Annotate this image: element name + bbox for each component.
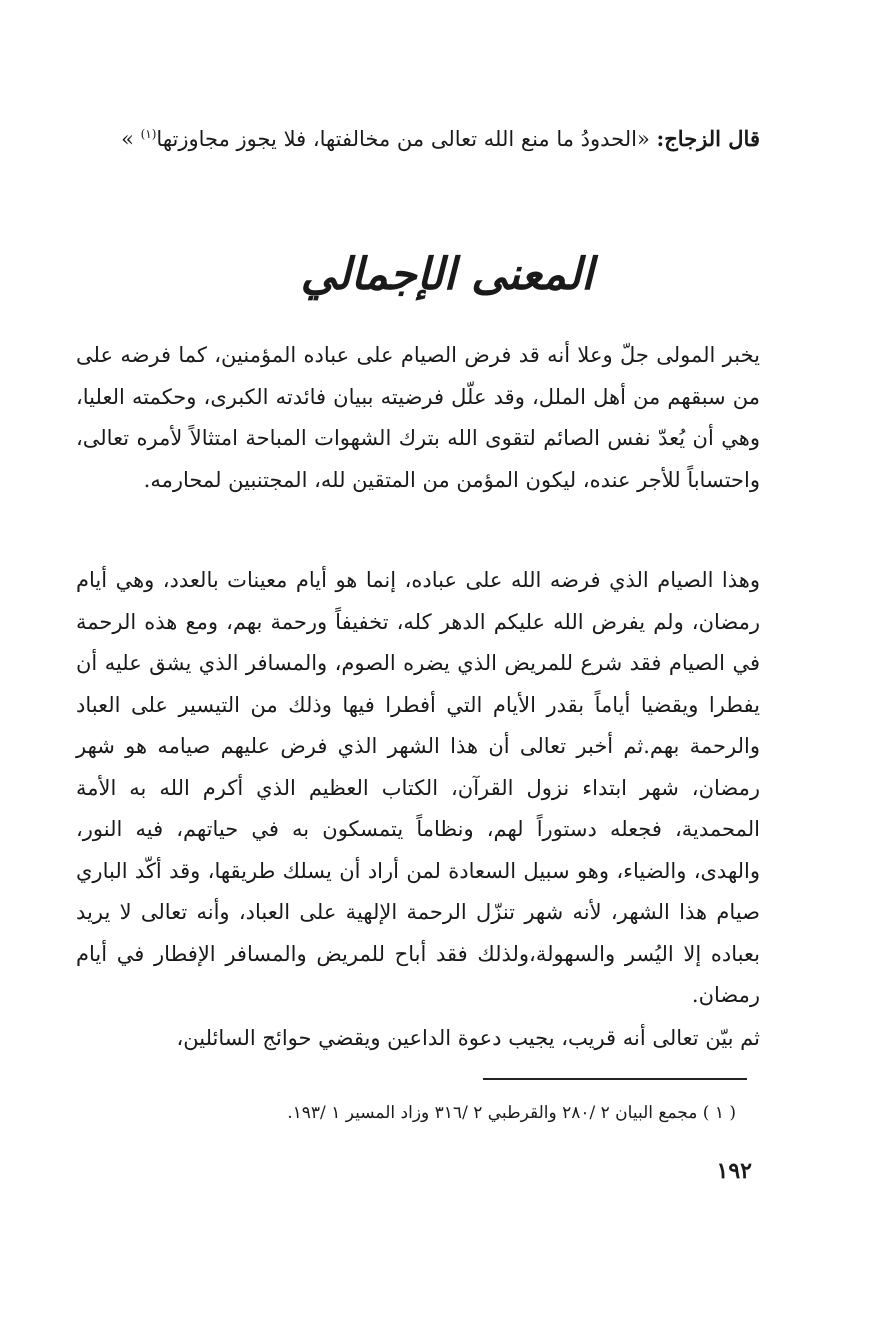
section-heading: المعنى الإجمالي <box>300 249 594 300</box>
paragraph-1: يخبر المولى جلّ وعلا أنه قد فرض الصيام على عباده المؤمنين، كما فرضه على من سبقهم من أهل الملل، وقد علّل فرضيته ببيان فائدته الكبرى، وحكمته العليا، وهي أن يُعدّ نفس الصائم لتقوى الله بترك الشهوات المباحة امتثالاً لأمره تعالى، واحتساباً للأجر عنده، ليكون المؤمن من المتقين لله، المجتنبين لمحارمه. <box>76 343 760 492</box>
footnote-divider <box>483 1078 747 1080</box>
page-number: ١٩٢ <box>716 1158 752 1184</box>
paragraph-2: وهذا الصيام الذي فرضه الله على عباده، إنما هو أيام معينات بالعدد، وهي أيام رمضان، ولم يفرض الله عليكم الدهر كله، تخفيفاً ورحمة بهم، ومع هذه الرحمة في الصيام فقد شرع للمريض الذي يضره الصوم، والمسافر الذي يشق عليه أن يفطرا ويقضيا أياماً بقدر الأيام التي أفطرا فيها وذلك من التيسير على العباد والرحمة بهم.ثم أخبر تعالى أن هذا الشهر الذي فرض عليهم صيامه هو شهر رمضان، شهر ابتداء نزول القرآن، الكتاب العظيم الذي أكرم الله به الأمة المحمدية، فجعله دستوراً لهم، ونظاماً يتمسكون به في حياتهم، فيه النور، والهدى، والضياء، وهو سبيل السعادة لمن أراد أن يسلك طريقها، وقد أكّد الباري صيام هذا الشهر، لأنه شهر تنزّل الرحمة الإلهية على العباد، وأنه تعالى لا يريد بعباده إلا اليُسر والسهولة،ولذلك فقد أباح للمريض والمسافر الإفطار في أيام رمضان. <box>76 568 760 1007</box>
footnote: ( ١ ) مجمع البيان ٢ /٢٨٠ والقرطبي ٢ /٣١٦ وزاد المسير ١ /١٩٣. <box>287 1103 736 1123</box>
quote-text: «الحدودُ ما منع الله تعالى من مخالفتها، فلا يجوز مجاوزتها <box>156 127 657 151</box>
footnote-reference[interactable]: (١) <box>140 127 157 141</box>
paragraph-3: ثم بيّن تعالى أنه قريب، يجيب دعوة الداعين ويقضي حوائج السائلين، <box>176 1026 760 1050</box>
quote-author: قال الزجاج: <box>656 126 760 151</box>
intro-quote <box>76 120 760 158</box>
quote-close: » <box>121 127 141 151</box>
